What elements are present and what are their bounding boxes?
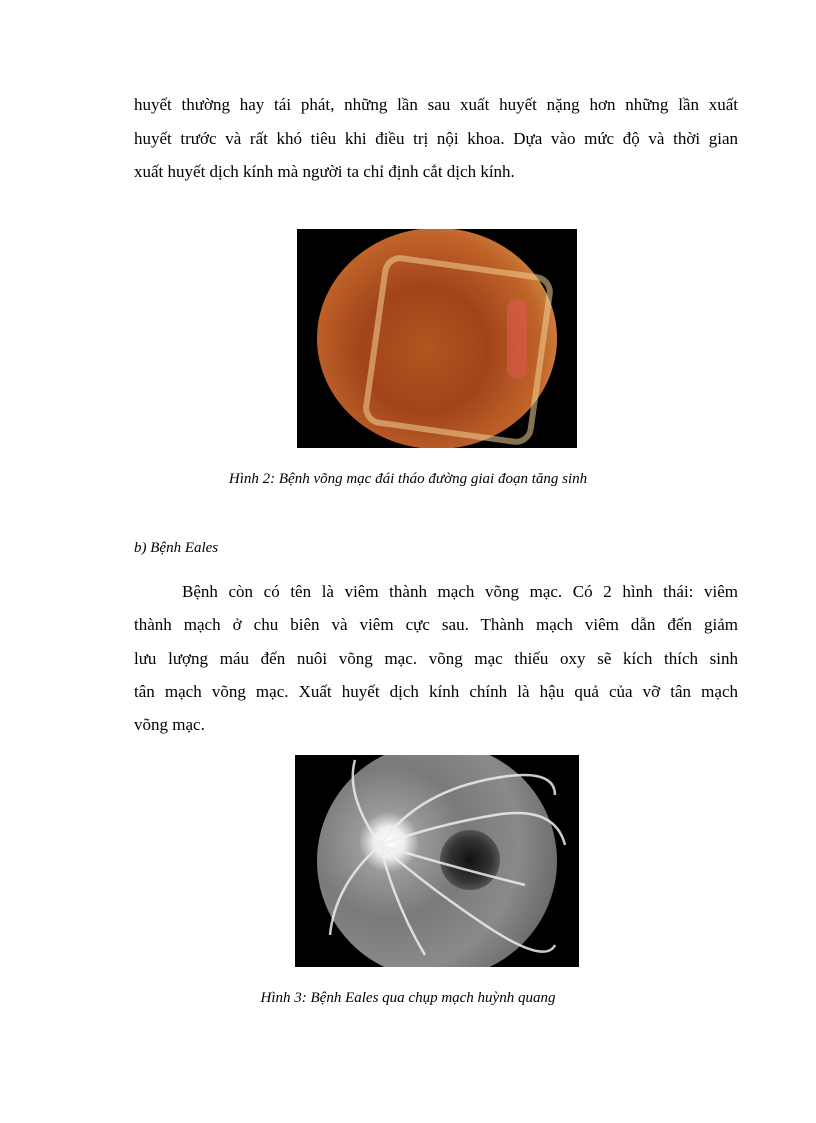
figure-caption: Hình 3: Bệnh Eales qua chụp mạch huỳnh quang xyxy=(260,990,556,1006)
optic-disc xyxy=(507,299,527,379)
text-line: tân mạch võng mạc. Xuất huyết dịch kính chính là hậu quả của vỡ tân mạch xyxy=(134,682,738,701)
text-line: lưu lượng máu đến nuôi võng mạc. võng mạc thiếu oxy sẽ kích thích sinh xyxy=(134,649,738,668)
retinal-vessels xyxy=(295,755,579,967)
text-line: huyết thường hay tái phát, những lần sau xuất huyết nặng hơn những lần xuất xyxy=(134,95,738,114)
text-line: Bệnh còn có tên là viêm thành mạch võng mạc. Có 2 hình thái: viêm xyxy=(182,582,738,601)
text-line: xuất huyết dịch kính mà người ta chỉ định cắt dịch kính. xyxy=(134,162,515,181)
text-line: huyết trước và rất khó tiêu khi điều trị nội khoa. Dựa vào mức độ và thời gian xyxy=(134,129,738,148)
text-line: võng mạc. xyxy=(134,715,205,734)
text-line: thành mạch ở chu biên và viêm cực sau. Thành mạch viêm dẫn đến giảm xyxy=(134,615,738,634)
fundus-photo-diabetic-retinopathy xyxy=(297,229,577,448)
section-heading: b) Bệnh Eales xyxy=(134,540,219,556)
fluorescein-angiogram-eales xyxy=(295,755,579,967)
figure-caption: Hình 2: Bệnh võng mạc đái tháo đường giai đoạn tăng sinh xyxy=(228,471,588,487)
